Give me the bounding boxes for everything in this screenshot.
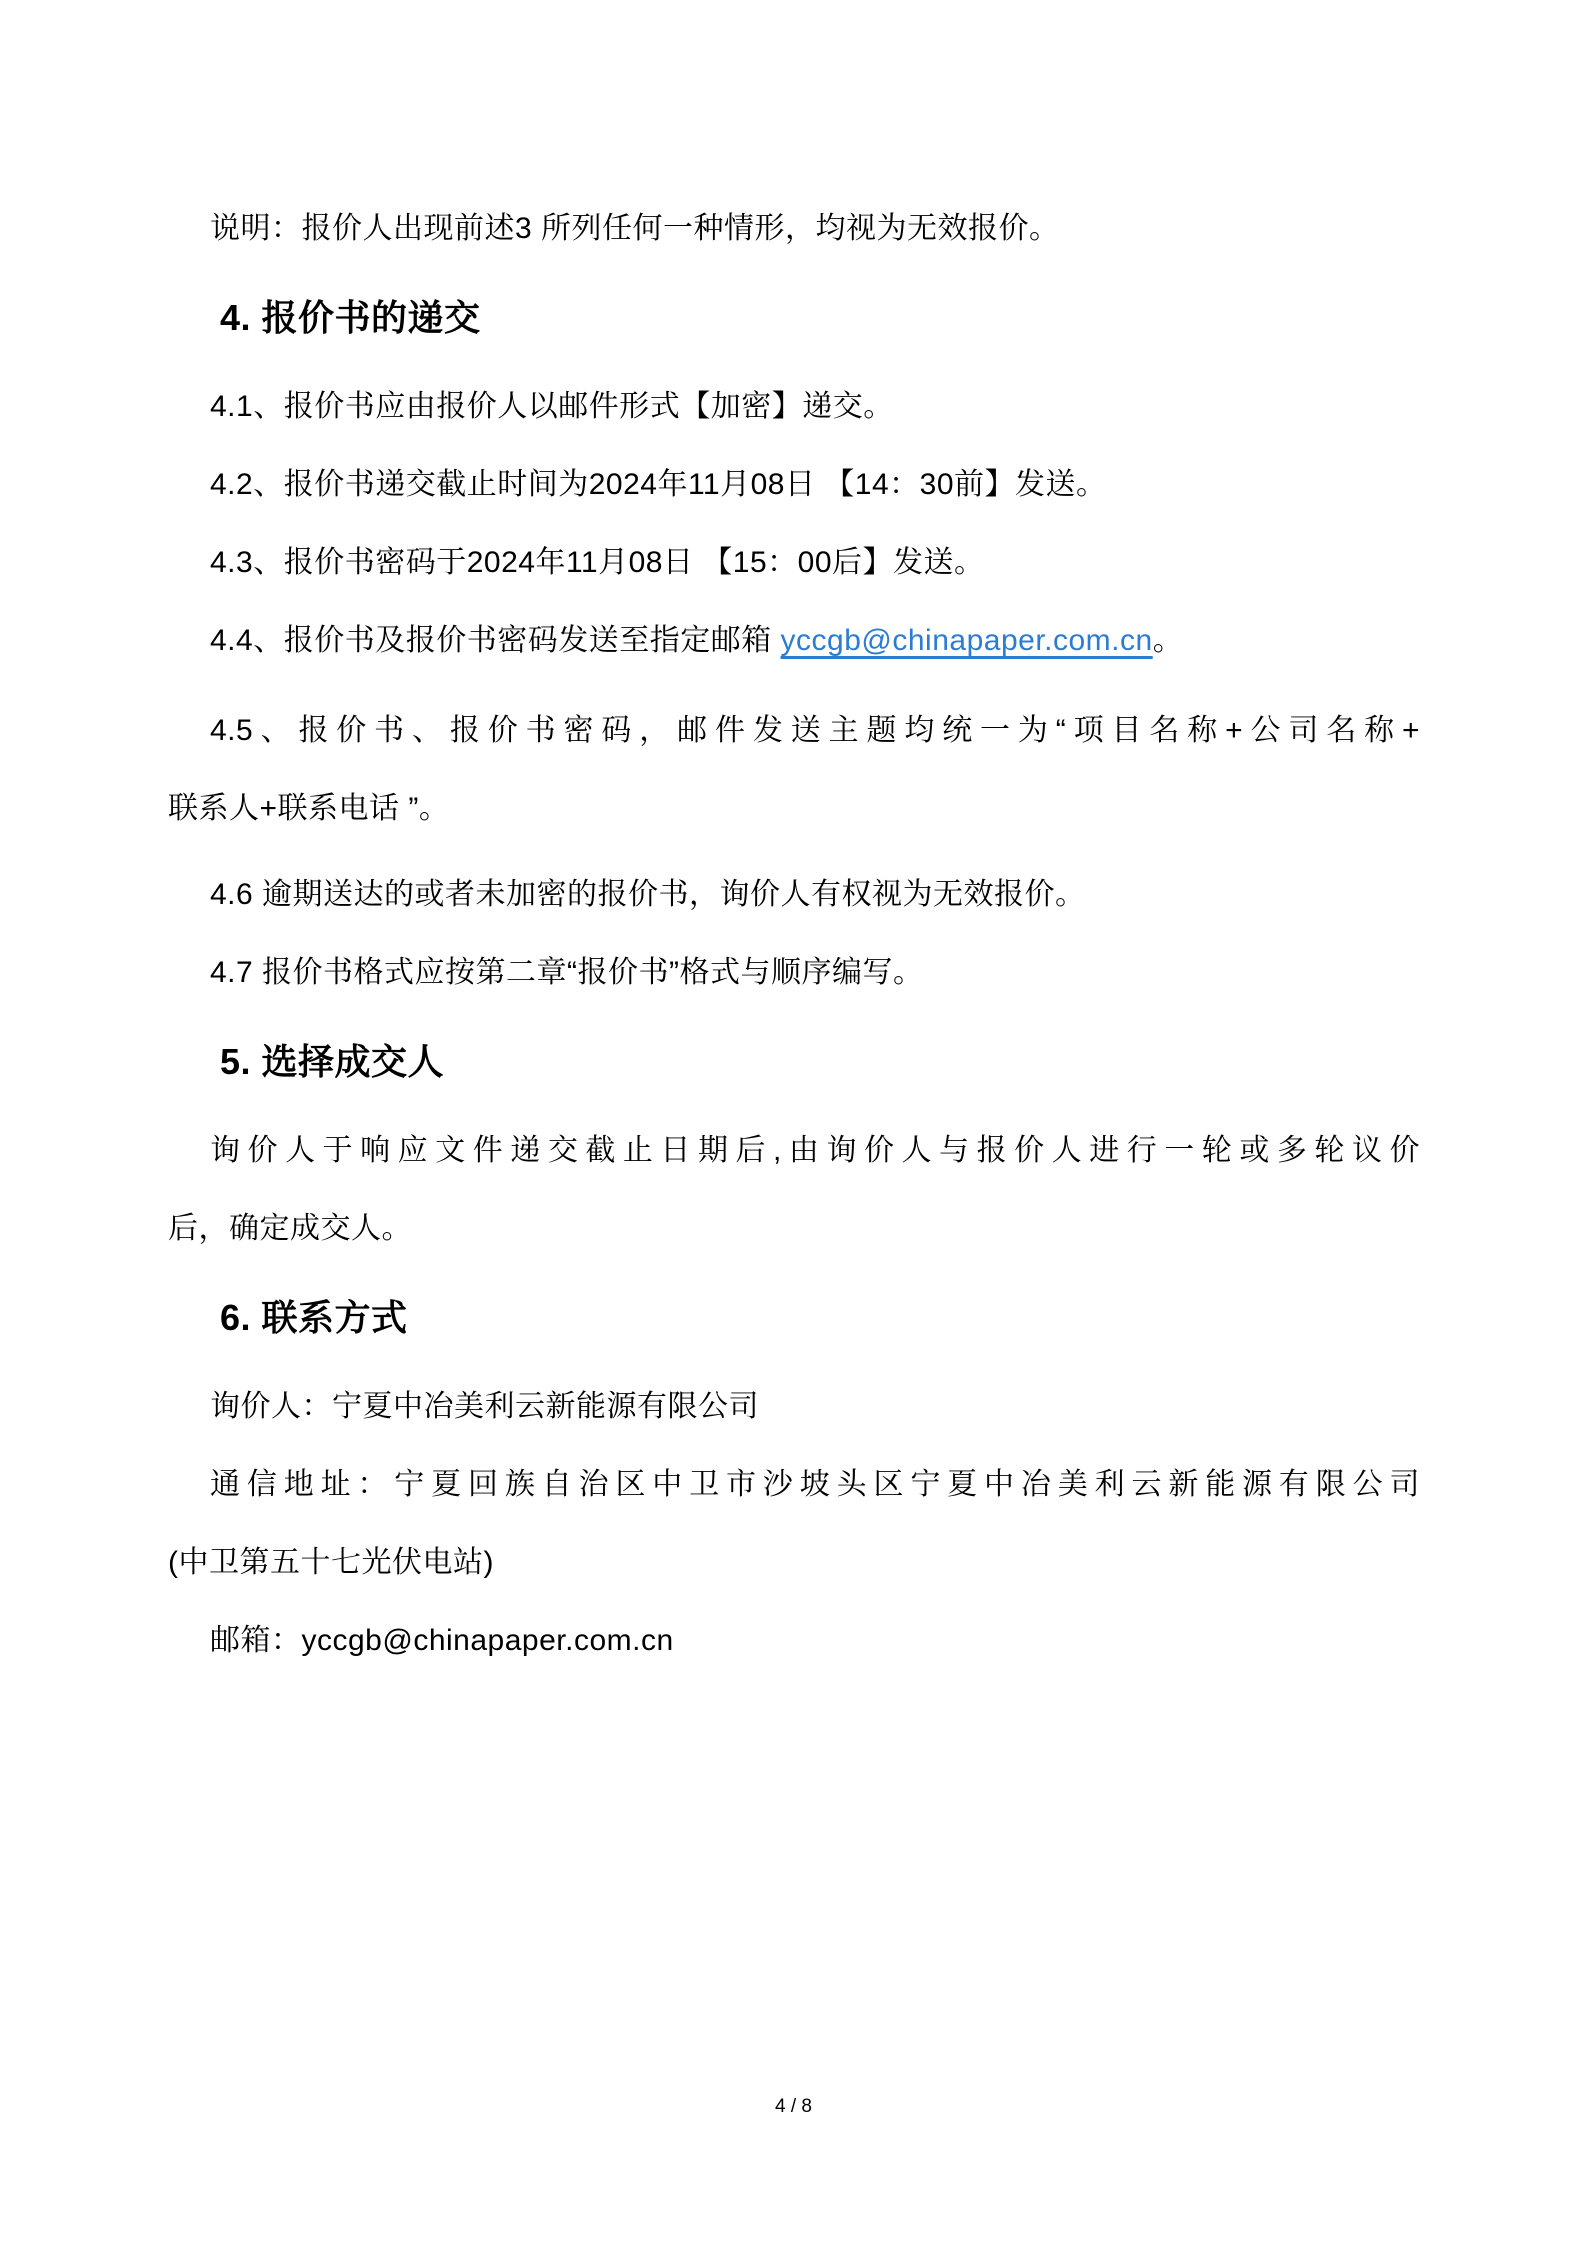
section-6 xyxy=(168,1272,1420,1680)
section5-heading: 5. 选择成交人 xyxy=(220,1041,445,1082)
note-paragraph: 说明：报价人出现前述3 所列任何一种情形，均视为无效报价。 xyxy=(210,212,1060,245)
item-4-6: 4.6 逾期送达的或者未加密的报价书，询价人有权视为无效报价。 xyxy=(210,878,1086,911)
email-line: 邮箱：yccgb@chinapaper.com.cn xyxy=(210,1624,674,1657)
item-4-2: 4.2、报价书递交截止时间为2024年11月08日 【14：30前】发送。 xyxy=(210,468,1107,501)
email-link[interactable]: yccgb@chinapaper.com.cn xyxy=(780,624,1153,657)
inquirer-line: 询价人：宁夏中冶美利云新能源有限公司 xyxy=(210,1390,759,1423)
document-content xyxy=(168,190,1420,1680)
section-4 xyxy=(168,272,1420,1012)
section6-heading: 6. 联系方式 xyxy=(220,1297,408,1338)
item-4-5-line2: 联系人+联系电话 ”。 xyxy=(168,792,450,825)
item-4-1: 4.1、报价书应由报价人以邮件形式【加密】递交。 xyxy=(210,390,894,423)
section4-heading: 4. 报价书的递交 xyxy=(220,297,481,338)
item-4-4-period: 。 xyxy=(1152,624,1184,657)
item-4-4 xyxy=(168,602,1420,680)
section5-paragraph-line2: 后，确定成交人。 xyxy=(168,1212,412,1245)
item-4-4-text: 4.4、报价书及报价书密码发送至指定邮箱 xyxy=(210,624,781,657)
item-4-5-line1: 4.5、报价书、报价书密码，邮件发送主题均统一为“项目名称+公司名称+ xyxy=(210,714,1420,747)
address-line2: (中卫第五十七光伏电站) xyxy=(168,1546,494,1579)
section5-paragraph-line1: 询价人于响应文件递交截止日期后,由询价人与报价人进行一轮或多轮议价 xyxy=(210,1134,1420,1167)
item-4-7: 4.7 报价书格式应按第二章“报价书”格式与顺序编写。 xyxy=(210,956,924,989)
address-line1: 通信地址：宁夏回族自治区中卫市沙坡头区宁夏中冶美利云新能源有限公司 xyxy=(210,1468,1420,1501)
section-5 xyxy=(168,1016,1420,1268)
item-4-3: 4.3、报价书密码于2024年11月08日 【15：00后】发送。 xyxy=(210,546,985,579)
page-number: 4 / 8 xyxy=(775,2096,812,2117)
